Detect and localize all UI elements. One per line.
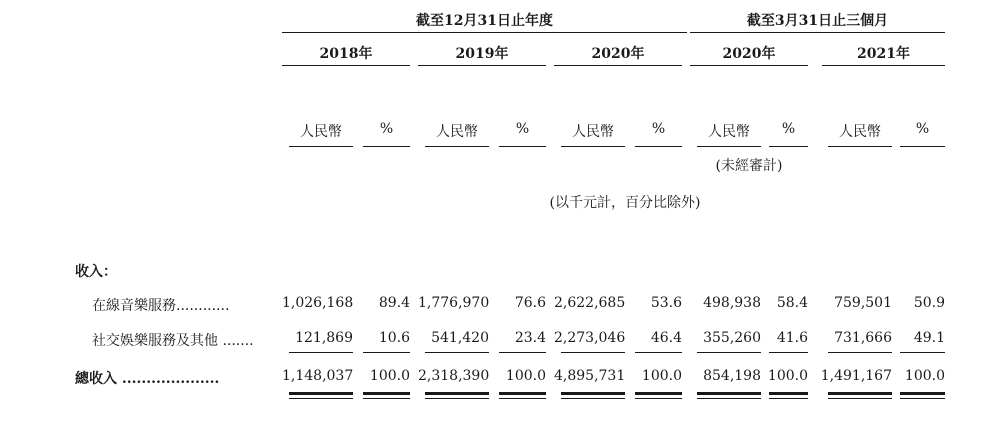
row1-2018-rmb: 1,026,168 xyxy=(282,295,354,311)
section-label-revenue: 收入： xyxy=(75,264,117,280)
pct-rule-2 xyxy=(499,146,546,147)
group-header-quarter: 截至3月31日止三個月 xyxy=(746,13,889,29)
row1-2018-pct: 89.4 xyxy=(378,295,410,311)
total-double-rule-6b xyxy=(635,398,682,399)
subtotal-rule-8 xyxy=(769,352,808,353)
year-rule-2018 xyxy=(282,65,410,66)
subtotal-rule-10 xyxy=(900,352,945,353)
row2-2019-rmb: 541,420 xyxy=(431,330,489,346)
subtotal-rule-4 xyxy=(499,352,546,353)
currency-header-1: 人民幣 xyxy=(300,124,342,140)
total-double-rule-2b xyxy=(363,398,410,399)
row1-2021q-rmb: 759,501 xyxy=(834,295,892,311)
year-header-2018: 2018年 xyxy=(319,46,373,62)
year-header-2020-q: 2020年 xyxy=(722,46,776,62)
pct-rule-3 xyxy=(635,146,682,147)
total-2020-pct: 100.0 xyxy=(641,368,682,384)
subtotal-rule-1 xyxy=(289,352,353,353)
currency-rule-2 xyxy=(425,146,489,147)
group-header-annual: 截至12月31日止年度 xyxy=(416,13,553,29)
row1-2021q-pct: 50.9 xyxy=(913,295,945,311)
subtotal-rule-7 xyxy=(697,352,761,353)
row1-2020-pct: 53.6 xyxy=(650,295,682,311)
total-double-rule-9a xyxy=(828,392,892,395)
row1-2020q-pct: 58.4 xyxy=(776,295,808,311)
pct-header-5: % xyxy=(915,121,930,137)
pct-header-4: % xyxy=(781,121,796,137)
row2-2018-pct: 10.6 xyxy=(378,330,410,346)
total-double-rule-3a xyxy=(425,392,489,395)
total-double-rule-8b xyxy=(769,398,808,399)
subtotal-rule-9 xyxy=(828,352,892,353)
total-double-rule-2a xyxy=(363,392,410,395)
row2-2019-pct: 23.4 xyxy=(514,330,546,346)
group-header-annual-rule xyxy=(282,32,687,33)
unit-note: (以千元計，百分比除外) xyxy=(549,195,701,211)
row2-2018-rmb: 121,869 xyxy=(295,330,353,346)
total-2020q-pct: 100.0 xyxy=(767,368,808,384)
currency-rule-5 xyxy=(828,146,892,147)
total-label: 總收入 .................... xyxy=(75,371,220,387)
row2-2020-pct: 46.4 xyxy=(650,330,682,346)
year-header-2020: 2020年 xyxy=(591,46,645,62)
row1-2020-rmb: 2,622,685 xyxy=(554,295,626,311)
subtotal-rule-5 xyxy=(561,352,625,353)
total-double-rule-4a xyxy=(499,392,546,395)
currency-header-3: 人民幣 xyxy=(572,124,614,140)
total-double-rule-9b xyxy=(828,398,892,399)
total-double-rule-8a xyxy=(769,392,808,395)
row1-2020q-rmb: 498,938 xyxy=(703,295,761,311)
pct-rule-4 xyxy=(769,146,808,147)
pct-header-2: % xyxy=(515,121,530,137)
row1-2019-rmb: 1,776,970 xyxy=(418,295,490,311)
total-double-rule-1a xyxy=(289,392,353,395)
currency-rule-1 xyxy=(289,146,353,147)
total-2018-rmb: 1,148,037 xyxy=(282,368,354,384)
row-label-online-music: 在線音樂服務............ xyxy=(92,298,230,314)
total-2021q-pct: 100.0 xyxy=(904,368,945,384)
total-2019-rmb: 2,318,390 xyxy=(418,368,490,384)
row2-2020-rmb: 2,273,046 xyxy=(554,330,626,346)
total-double-rule-10b xyxy=(900,398,945,399)
currency-header-2: 人民幣 xyxy=(436,124,478,140)
currency-header-4: 人民幣 xyxy=(708,124,750,140)
row-label-social-entertainment: 社交娛樂服務及其他 ....... xyxy=(92,333,254,349)
total-double-rule-4b xyxy=(499,398,546,399)
group-header-quarter-rule xyxy=(690,32,945,33)
subtotal-rule-6 xyxy=(635,352,682,353)
total-double-rule-5a xyxy=(561,392,625,395)
total-double-rule-1b xyxy=(289,398,353,399)
year-header-2019: 2019年 xyxy=(455,46,509,62)
currency-rule-4 xyxy=(697,146,761,147)
row2-2020q-rmb: 355,260 xyxy=(703,330,761,346)
subtotal-rule-3 xyxy=(425,352,489,353)
total-double-rule-7b xyxy=(697,398,761,399)
pct-header-1: % xyxy=(379,121,394,137)
row2-2020q-pct: 41.6 xyxy=(776,330,808,346)
pct-rule-1 xyxy=(363,146,410,147)
year-rule-2020 xyxy=(554,65,682,66)
currency-header-5: 人民幣 xyxy=(839,124,881,140)
total-double-rule-5b xyxy=(561,398,625,399)
total-2018-pct: 100.0 xyxy=(369,368,410,384)
currency-rule-3 xyxy=(561,146,625,147)
subtotal-rule-2 xyxy=(363,352,410,353)
total-2020q-rmb: 854,198 xyxy=(703,368,761,384)
year-rule-2019 xyxy=(418,65,546,66)
unaudited-note: (未經審計) xyxy=(715,158,783,174)
total-double-rule-6a xyxy=(635,392,682,395)
total-2020-rmb: 4,895,731 xyxy=(554,368,626,384)
total-2019-pct: 100.0 xyxy=(505,368,546,384)
row1-2019-pct: 76.6 xyxy=(514,295,546,311)
year-rule-2020-q xyxy=(690,65,808,66)
total-double-rule-10a xyxy=(900,392,945,395)
year-header-2021-q: 2021年 xyxy=(857,46,910,62)
row2-2021q-pct: 49.1 xyxy=(913,330,945,346)
total-double-rule-7a xyxy=(697,392,761,395)
pct-header-3: % xyxy=(651,121,666,137)
total-2021q-rmb: 1,491,167 xyxy=(820,368,892,384)
total-double-rule-3b xyxy=(425,398,489,399)
year-rule-2021-q xyxy=(822,65,945,66)
pct-rule-5 xyxy=(900,146,945,147)
row2-2021q-rmb: 731,666 xyxy=(834,330,892,346)
